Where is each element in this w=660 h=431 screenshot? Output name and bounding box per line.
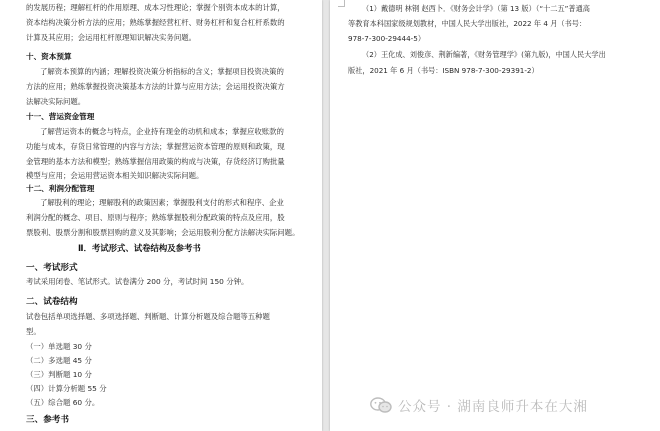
paper-structure-heading: 二、试卷结构 [26, 297, 78, 307]
exam-form-line: 考试采用闭卷、笔试形式。试卷满分 200 分，考试时间 150 分钟。 [26, 277, 249, 286]
section-heading-working-capital: 十一、营运资金管理 [26, 112, 95, 121]
intro-line: 资本结构决策分析方法的应用；熟练掌握经营杠杆、财务杠杆和复合杠杆系数的 [26, 18, 285, 27]
reference-line: 978-7-300-29444-5） [348, 34, 426, 43]
section-line: 了解资本预算的内涵；理解投资决策分析指标的含义；掌握项目投资决策的 [40, 67, 284, 76]
reference-line: 等教育本科国家级规划教材，中国人民大学出版社，2022 年 4 月（书号： [348, 19, 587, 28]
section-line: 了解营运资本的概念与特点，企业持有现金的动机和成本；掌握应收账款的 [40, 127, 284, 136]
references-heading: 三、参考书 [26, 415, 69, 425]
question-type-item: （三）判断题 10 分 [26, 370, 92, 379]
exam-form-heading: 一、考试形式 [26, 263, 78, 273]
reference-line: 版社，2021 年 6 月（书号：ISBN 978-7-300-29391-2） [348, 66, 539, 75]
section-line: 方法的应用；熟练掌握投资决策基本方法的计算与应用方法；会运用投资决策方 [26, 82, 285, 91]
section-line: 模型与应用；会运用营运资本相关知识解决实际问题。 [26, 171, 204, 180]
document-page-left [0, 0, 322, 431]
section-line: 功能与成本，存货日常管理的内容与方法；掌握营运资本管理的原则和政策，现 [26, 142, 285, 151]
paper-structure-line: 型。 [26, 327, 41, 336]
section-heading-capital-budgeting: 十、资本预算 [26, 52, 72, 61]
section-line: 了解股利的理论；理解股利的政策因素；掌握股利支付的形式和程序、企业 [40, 198, 284, 207]
question-type-item: （二）多选题 45 分 [26, 356, 92, 365]
section-line: 票股利、股票分割和股票回购的意义及其影响；会运用股利分配方法解决实际问题。 [26, 228, 300, 237]
section-line: 金管理的基本方法和模型；熟练掌握信用政策的构成与决策，存货经济订购批量 [26, 157, 285, 166]
intro-line: 的发展历程；理解杠杆的作用原理、成本习性理论；掌握个别资本成本的计算， [26, 3, 285, 12]
question-type-item: （五）综合题 60 分。 [26, 398, 100, 407]
section-line: 法解决实际问题。 [26, 97, 86, 106]
wechat-icon [370, 397, 392, 413]
document-page-right [330, 0, 660, 431]
intro-line: 计算及其应用；会运用杠杆原理知识解决实务问题。 [26, 33, 196, 42]
page-corner-mark [338, 0, 345, 7]
watermark-label: 公众号 · 湖南良师升本在大湘 [398, 399, 588, 415]
question-type-item: （四）计算分析题 55 分 [26, 384, 107, 393]
reference-line: （1）戴德明 林钢 赵西卜．《财务会计学》（第 13 版）（“十二五”普通高 [362, 4, 590, 13]
part-title: Ⅱ．考试形式、试卷结构及参考书 [78, 243, 201, 253]
section-line: 利润分配的概念、项目、原则与程序；熟练掌握股利分配政策的特点及应用，股 [26, 213, 285, 222]
section-heading-profit-distribution: 十二、利润分配管理 [26, 184, 95, 193]
question-type-item: （一）单选题 30 分 [26, 342, 92, 351]
paper-structure-line: 试卷包括单项选择题、多项选择题、判断题、计算分析题及综合题等五种题 [26, 312, 270, 321]
wechat-watermark [370, 395, 588, 415]
reference-line: （2）王化成、刘俊彦、荆新编著，《财务管理学》(第九版)，中国人民大学出 [362, 50, 606, 59]
